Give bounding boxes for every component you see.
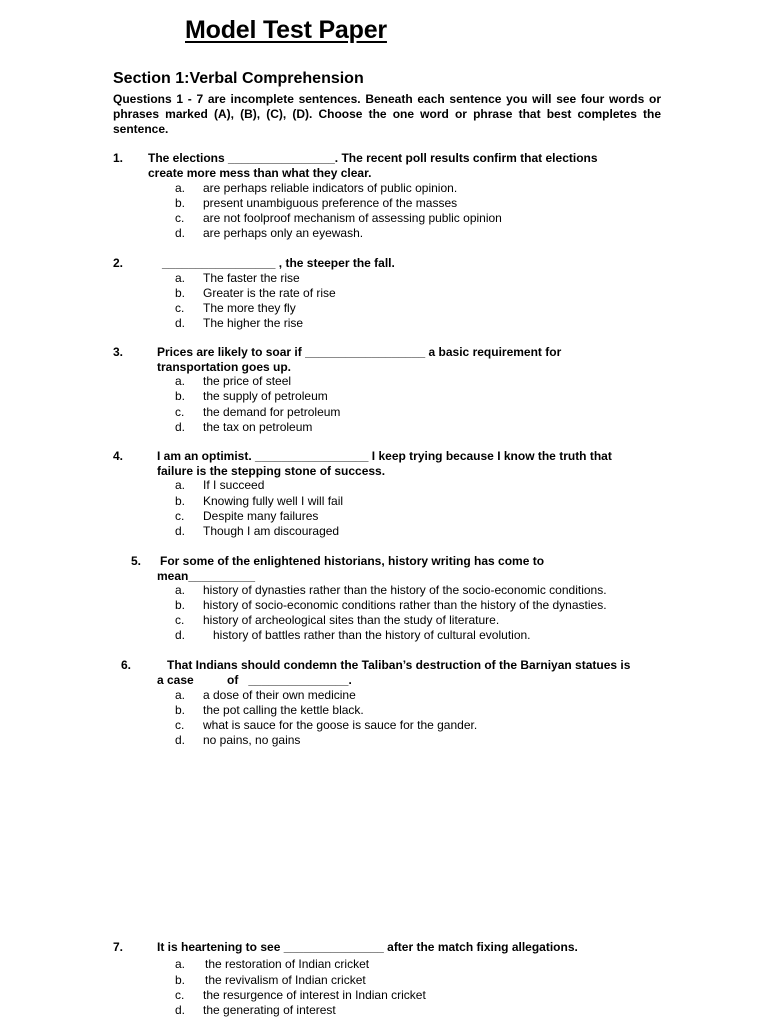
option-text: the pot calling the kettle black.	[203, 703, 364, 717]
option-letter: a.	[175, 271, 186, 285]
option-text: history of socio-economic conditions rather than the history of the dynasties.	[203, 598, 607, 612]
option-text: present unambiguous preference of the masses	[203, 196, 458, 210]
option-text: the resurgence of interest in Indian cricket	[203, 988, 426, 1002]
option-letter: d.	[175, 420, 186, 434]
option-text: Though I am discouraged	[203, 524, 340, 538]
question-number: 7.	[113, 940, 124, 954]
option-text: If I succeed	[203, 478, 265, 492]
option-letter: d.	[175, 628, 186, 642]
option-letter: d.	[175, 316, 186, 330]
option-letter: b.	[175, 494, 186, 508]
option-text: the price of steel	[203, 374, 292, 388]
option-text: the restoration of Indian cricket	[205, 957, 370, 971]
option-letter: a.	[175, 583, 186, 597]
option-text: The faster the rise	[203, 271, 300, 285]
question-text: It is heartening to see _______________ after the match fixing allegations.	[157, 940, 578, 954]
option-letter: c.	[175, 988, 185, 1002]
question-number: 3.	[113, 345, 124, 359]
option-letter: c.	[175, 509, 185, 523]
section-heading: Section 1:Verbal Comprehension	[113, 70, 364, 87]
option-text: no pains, no gains	[203, 733, 301, 747]
option-letter: b.	[175, 703, 186, 717]
option-text: are not foolproof mechanism of assessing public opinion	[203, 211, 502, 225]
option-text: Knowing fully well I will fail	[203, 494, 344, 508]
question-text: _________________ , the steeper the fall.	[162, 256, 395, 270]
option-text: are perhaps reliable indicators of public opinion.	[203, 181, 458, 195]
option-letter: a.	[175, 181, 186, 195]
question-text: create more mess than what they clear.	[148, 166, 372, 180]
question-text: For some of the enlightened historians, history writing has come to	[160, 554, 545, 568]
option-letter: a.	[175, 957, 186, 971]
question-text: Prices are likely to soar if __________________ a basic requirement for	[157, 345, 562, 359]
option-letter: d.	[175, 226, 186, 240]
question-number: 4.	[113, 449, 124, 463]
option-text: The more they fly	[203, 301, 296, 315]
question-number: 6.	[121, 658, 132, 672]
option-text: Greater is the rate of rise	[203, 286, 336, 300]
question-text: I am an optimist. _________________ I keep trying because I know the truth that	[157, 449, 612, 463]
option-text: are perhaps only an eyewash.	[203, 226, 364, 240]
option-letter: a.	[175, 374, 186, 388]
option-text: the tax on petroleum	[203, 420, 313, 434]
option-text: the demand for petroleum	[203, 405, 341, 419]
question-text: a case of _______________.	[157, 673, 352, 687]
option-text: Despite many failures	[203, 509, 319, 523]
option-text: the generating of interest	[203, 1003, 336, 1017]
option-letter: b.	[175, 598, 186, 612]
question-number: 1.	[113, 151, 124, 165]
section-instructions: Questions 1 - 7 are incomplete sentences. Beneath each sentence you will see four words or phrases marked (A), (B), (C), (D). Choose the one word or phrase that best completes the sentence.	[113, 92, 661, 136]
option-letter: c.	[175, 405, 185, 419]
option-letter: d.	[175, 1003, 186, 1017]
option-letter: b.	[175, 286, 186, 300]
question-number: 5.	[131, 554, 142, 568]
option-letter: a.	[175, 478, 186, 492]
option-text: history of archeological sites than the study of literature.	[203, 613, 500, 627]
option-text: the supply of petroleum	[203, 389, 328, 403]
question-number: 2.	[113, 256, 124, 270]
page-title: Model Test Paper	[185, 16, 387, 44]
option-letter: c.	[175, 211, 185, 225]
option-letter: c.	[175, 301, 185, 315]
question-text: mean__________	[157, 569, 256, 583]
option-letter: d.	[175, 524, 186, 538]
option-text: a dose of their own medicine	[203, 688, 356, 702]
option-letter: b.	[175, 196, 186, 210]
question-text: That Indians should condemn the Taliban’s destruction of the Barniyan statues is	[167, 658, 631, 672]
option-letter: d.	[175, 733, 186, 747]
question-text: failure is the stepping stone of success.	[157, 464, 386, 478]
option-letter: b.	[175, 389, 186, 403]
option-text: what is sauce for the goose is sauce for the gander.	[203, 718, 478, 732]
option-letter: b.	[175, 973, 186, 987]
option-text: The higher the rise	[203, 316, 304, 330]
question-text: The elections ________________. The recent poll results confirm that elections	[148, 151, 598, 165]
option-letter: c.	[175, 613, 185, 627]
question-text: transportation goes up.	[157, 360, 292, 374]
option-text: the revivalism of Indian cricket	[205, 973, 366, 987]
option-letter: c.	[175, 718, 185, 732]
option-text: history of dynasties rather than the history of the socio-economic conditions.	[203, 583, 607, 597]
option-letter: a.	[175, 688, 186, 702]
option-text: history of battles rather than the history of cultural evolution.	[213, 628, 531, 642]
